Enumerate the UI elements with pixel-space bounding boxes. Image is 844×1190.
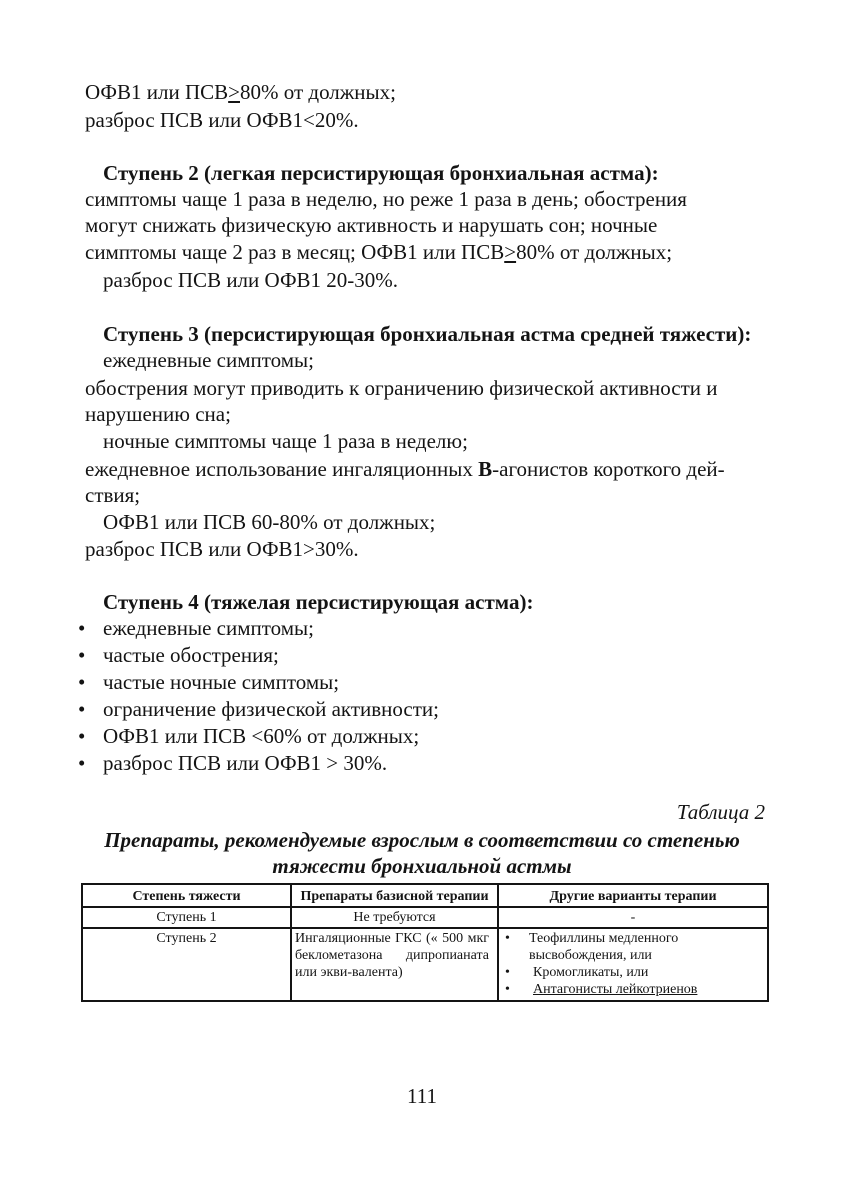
step3-line-7: ОФВ1 или ПСВ 60-80% от должных; (103, 510, 436, 534)
step3-line-3: нарушению сна; (85, 402, 231, 426)
intro-line-2: разброс ПСВ или ОФВ1<20%. (85, 108, 359, 132)
step3-line-5: ежедневное использование ингаляционных B-агонистов короткого дей- (85, 457, 725, 481)
list-item: разброс ПСВ или ОФВ1 > 30%. (103, 751, 388, 775)
step2-line-3: симптомы чаще 2 раз в месяц; ОФВ1 или ПСВ>80% от должных; (85, 240, 673, 264)
bullet-marker: • (78, 616, 86, 640)
list-item: высвобождения, или (529, 948, 652, 963)
bullet-marker: • (78, 724, 86, 748)
step3-line-1: ежедневные симптомы; (103, 348, 314, 372)
other-cell: - (498, 907, 768, 928)
list-item: • Антагонисты лейкотриенов (503, 981, 763, 998)
step3-heading: Ступень 3 (персистирующая бронхиальная астма средней тяжести): (103, 322, 752, 346)
list-item: • Теофиллины медленного (503, 930, 763, 947)
step2-heading: Ступень 2 (легкая персистирующая бронхиальная астма): (103, 161, 659, 185)
bullet-marker: • (78, 670, 86, 694)
severity-cell: Ступень 1 (82, 907, 291, 928)
list-item: частые обострения; (103, 643, 279, 667)
page-number: 111 (407, 1084, 437, 1108)
header-other-therapy: Другие варианты терапии (498, 884, 768, 907)
list-item: • Кромогликаты, или (503, 964, 763, 981)
bullet-marker: • (78, 751, 86, 775)
step3-line-4: ночные симптомы чаще 1 раза в неделю; (103, 429, 468, 453)
list-item: ежедневные симптомы; (103, 616, 314, 640)
intro-line-1: ОФВ1 или ПСВ>80% от должных; (85, 80, 396, 104)
drugs-cell: Не требуются (291, 907, 498, 928)
step2-line-4: разброс ПСВ или ОФВ1 20-30%. (103, 268, 399, 292)
step3-line-6: ствия; (85, 483, 141, 507)
step2-line-2: могут снижать физическую активность и нарушать сон; ночные (85, 213, 658, 237)
bullet-marker: • (78, 697, 86, 721)
header-base-therapy: Препараты базисной терапии (291, 884, 498, 907)
step4-heading: Ступень 4 (тяжелая персистирующая астма): (103, 590, 534, 614)
table-row (82, 907, 768, 928)
table-number: Таблица 2 (676, 800, 765, 824)
step3-line-8: разброс ПСВ или ОФВ1>30%. (85, 537, 359, 561)
table-row (82, 928, 768, 1001)
other-cell (498, 928, 768, 1001)
list-item: ОФВ1 или ПСВ <60% от должных; (103, 724, 420, 748)
table-header-row (82, 884, 768, 907)
drugs-cell: Ингаляционные ГКС (« 500 мкг беклометазона дипропианата или экви-валента) (291, 928, 498, 1001)
list-item: ограничение физической активности; (103, 697, 439, 721)
step3-line-2: обострения могут приводить к ограничению физической активности и (85, 376, 718, 400)
table-title-line-2: тяжести бронхиальной астмы (272, 854, 572, 878)
therapy-options-list (503, 930, 763, 998)
therapy-table (81, 883, 769, 1002)
header-severity: Степень тяжести (82, 884, 291, 907)
table-title-line-1: Препараты, рекомендуемые взрослым в соответствии со степенью (104, 828, 740, 852)
step2-line-1: симптомы чаще 1 раза в неделю, но реже 1 раза в день; обострения (85, 187, 687, 211)
severity-cell: Ступень 2 (82, 928, 291, 1001)
bullet-marker: • (78, 643, 86, 667)
list-item: частые ночные симптомы; (103, 670, 340, 694)
